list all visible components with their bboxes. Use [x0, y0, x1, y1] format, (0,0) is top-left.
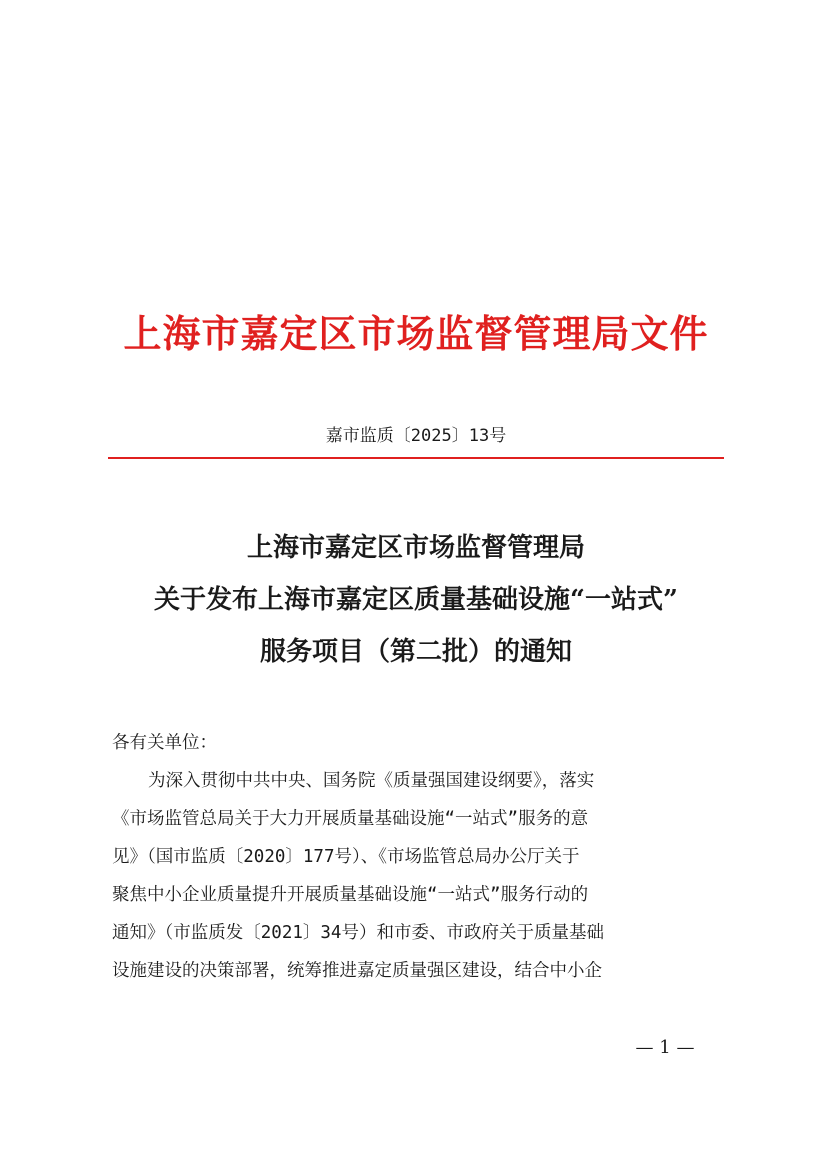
red-divider-line — [108, 457, 724, 459]
document-body — [112, 724, 724, 990]
title-line-3: 服务项目（第二批）的通知 — [259, 637, 572, 667]
page-number: — 1 — — [635, 1037, 695, 1058]
paragraph-line-1: 为深入贯彻中共中央、国务院《质量强国建设纲要》，落实 — [148, 771, 595, 791]
paragraph-line-5: 通知》（市监质发〔2021〕34号）和市委、市政府关于质量基础 — [112, 923, 604, 943]
document-title — [100, 522, 732, 678]
issuing-authority-header: 上海市嘉定区市场监督管理局文件 — [123, 311, 709, 356]
title-line-1: 上海市嘉定区市场监督管理局 — [246, 533, 585, 563]
document-number: 嘉市监质〔2025〕13号 — [325, 426, 507, 446]
paragraph-line-6: 设施建设的决策部署，统筹推进嘉定质量强区建设，结合中小企 — [112, 961, 602, 981]
paragraph-line-4: 聚焦中小企业质量提升开展质量基础设施“一站式”服务行动的 — [112, 885, 589, 905]
title-line-2: 关于发布上海市嘉定区质量基础设施“一站式” — [154, 585, 678, 615]
paragraph-line-3: 见》（国市监质〔2020〕177号）、《市场监管总局办公厅关于 — [112, 847, 580, 867]
paragraph-line-2: 《市场监管总局关于大力开展质量基础设施“一站式”服务的意 — [112, 809, 589, 829]
salutation: 各有关单位： — [112, 733, 217, 753]
